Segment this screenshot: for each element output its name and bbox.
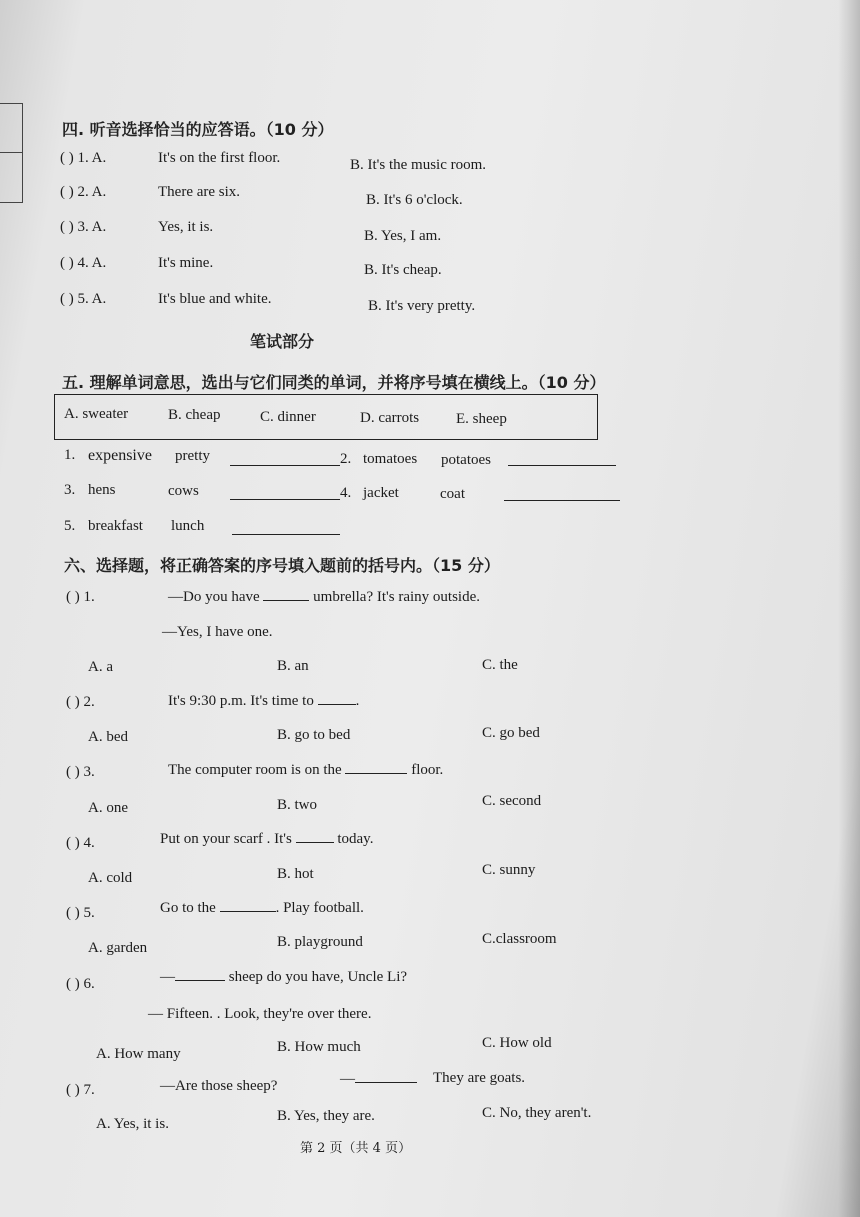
- s6-q7-pre: —Are those sheep?: [160, 1078, 278, 1094]
- choice-d: D. carrots: [360, 410, 420, 426]
- s4-q5-num: ( ) 5. A.: [60, 291, 107, 307]
- s6-q4-a: A. cold: [88, 870, 133, 886]
- s6-q7-answer-area: [340, 1071, 417, 1088]
- s5-r1-w1: expensive: [88, 447, 152, 464]
- s4-q3-b: B. Yes, I am.: [364, 228, 442, 244]
- s6-q1-line2: —Yes, I have one.: [162, 624, 273, 640]
- binding-margin-box: [0, 103, 23, 203]
- s5-blank-4[interactable]: [504, 500, 620, 501]
- s4-q1-b: B. It's the music room.: [350, 157, 487, 173]
- s6-q1-stem: [168, 589, 480, 606]
- s6-q1-blank[interactable]: [263, 599, 309, 601]
- s6-q7-mid: —: [340, 1071, 355, 1087]
- s4-q3-num: ( ) 3. A.: [60, 219, 107, 235]
- s6-q5-post: . Play football.: [275, 900, 364, 916]
- s4-q5-a: It's blue and white.: [158, 291, 272, 307]
- s6-q5-b: B. playground: [277, 934, 363, 950]
- s6-q1-pre: —Do you have: [168, 589, 260, 605]
- s6-q5-blank[interactable]: [220, 910, 276, 912]
- s6-q5-num: ( ) 5.: [66, 905, 95, 921]
- s4-q2-num: ( ) 2. A.: [60, 184, 107, 200]
- s6-q5-stem: [160, 900, 364, 917]
- s5-blank-1[interactable]: [230, 465, 340, 466]
- s6-q3-blank[interactable]: [345, 772, 407, 774]
- s6-q7-blank[interactable]: [355, 1081, 417, 1083]
- s5-r1-w3: tomatoes: [363, 451, 418, 467]
- s6-q6-b: B. How much: [277, 1039, 361, 1055]
- written-part-title: 笔试部分: [250, 332, 315, 351]
- s6-q7-num: ( ) 7.: [66, 1082, 95, 1098]
- s6-q6-stem: [160, 969, 407, 986]
- s6-q3-num: ( ) 3.: [66, 764, 95, 780]
- s5-r2-w1: hens: [88, 482, 116, 498]
- s6-q6-num: ( ) 6.: [66, 976, 95, 992]
- s6-q3-stem: [168, 762, 443, 779]
- s6-q1-a: A. a: [88, 659, 113, 675]
- s6-q7-b: B. Yes, they are.: [277, 1108, 375, 1124]
- s4-q2-a: There are six.: [158, 184, 241, 200]
- s4-q3-a: Yes, it is.: [158, 219, 214, 235]
- page-edge-shadow: [838, 0, 860, 1217]
- s5-r2-n: 3.: [64, 482, 76, 498]
- choice-e: E. sheep: [456, 411, 507, 427]
- s4-q5-b: B. It's very pretty.: [368, 298, 476, 314]
- s6-q2-blank[interactable]: [318, 703, 356, 705]
- s6-q3-c: C. second: [482, 793, 542, 809]
- choice-c: C. dinner: [260, 409, 316, 425]
- s4-q4-b: B. It's cheap.: [364, 262, 442, 278]
- word-choice-box: [54, 394, 598, 440]
- s6-q6-blank[interactable]: [175, 979, 225, 981]
- s6-q5-pre: Go to the: [160, 900, 216, 916]
- s6-q4-c: C. sunny: [482, 862, 536, 878]
- s6-q2-post: .: [355, 693, 360, 709]
- s6-q2-b: B. go to bed: [277, 727, 351, 743]
- s6-q1-b: B. an: [277, 658, 309, 674]
- s5-r3-w2: lunch: [171, 518, 205, 534]
- choice-b: B. cheap: [168, 407, 221, 423]
- s6-q3-a: A. one: [88, 800, 128, 816]
- s6-q3-b: B. two: [277, 797, 318, 813]
- section-6-title: 六、选择题，将正确答案的序号填入题前的括号内。（15 分）: [64, 556, 500, 575]
- s6-q6-c: C. How old: [482, 1035, 552, 1051]
- section-5-title: 五. 理解单词意思，选出与它们同类的单词，并将序号填在横线上。（10 分）: [62, 373, 606, 392]
- s4-q1-num: ( ) 1. A.: [60, 150, 107, 166]
- s6-q5-c: C.classroom: [482, 931, 557, 947]
- s6-q3-pre: The computer room is on the: [168, 762, 342, 778]
- s4-q1-a: It's on the first floor.: [158, 150, 281, 166]
- s6-q2-pre: It's 9:30 p.m. It's time to: [168, 693, 314, 709]
- section-4-title: 四. 听音选择恰当的应答语。（10 分）: [62, 120, 334, 139]
- s6-q1-post: umbrella? It's rainy outside.: [313, 589, 480, 605]
- s5-r1-w4: potatoes: [441, 452, 491, 468]
- s5-r2-w4: coat: [440, 486, 465, 502]
- s6-q7-a: A. Yes, it is.: [96, 1116, 169, 1132]
- choice-a: A. sweater: [64, 406, 129, 422]
- s6-q6-line2: — Fifteen. . Look, they're over there.: [148, 1006, 372, 1022]
- s6-q2-a: A. bed: [88, 729, 128, 745]
- margin-divider: [0, 152, 22, 153]
- s4-q4-num: ( ) 4. A.: [60, 255, 107, 271]
- s5-r2-w2: cows: [168, 483, 199, 499]
- s6-q4-b: B. hot: [277, 866, 314, 882]
- s6-q6-pre: —: [160, 969, 175, 985]
- s6-q6-a: A. How many: [96, 1046, 181, 1062]
- s5-r3-n: 5.: [64, 518, 76, 534]
- s6-q7-post: They are goats.: [433, 1070, 526, 1086]
- s6-q6-post: sheep do you have, Uncle Li?: [228, 969, 408, 985]
- s6-q7-c: C. No, they aren't.: [482, 1105, 592, 1121]
- s6-q3-post: floor.: [411, 762, 444, 778]
- s6-q4-stem: [160, 831, 373, 848]
- s6-q1-c: C. the: [482, 657, 518, 673]
- s5-blank-2[interactable]: [508, 465, 616, 466]
- s4-q2-b: B. It's 6 o'clock.: [366, 192, 463, 208]
- s4-q4-a: It's mine.: [158, 255, 214, 271]
- s5-r2-n2: 4.: [340, 485, 352, 501]
- page-footer: 第 2 页（共 4 页）: [300, 1141, 412, 1156]
- s6-q2-c: C. go bed: [482, 725, 540, 741]
- s6-q2-stem: [168, 693, 359, 710]
- s5-r1-n: 1.: [64, 447, 76, 463]
- s6-q4-num: ( ) 4.: [66, 835, 95, 851]
- s6-q4-blank[interactable]: [296, 841, 334, 843]
- s5-r1-w2: pretty: [175, 448, 210, 464]
- s5-blank-5[interactable]: [232, 534, 340, 535]
- s6-q4-post: today.: [337, 831, 374, 847]
- s6-q2-num: ( ) 2.: [66, 694, 95, 710]
- s6-q5-a: A. garden: [88, 940, 148, 956]
- s6-q4-pre: Put on your scarf . It's: [160, 831, 292, 847]
- s5-r2-w3: jacket: [363, 485, 399, 501]
- s5-blank-3[interactable]: [230, 499, 340, 500]
- s6-q1-num: ( ) 1.: [66, 589, 95, 605]
- s5-r3-w1: breakfast: [88, 518, 143, 534]
- s5-r1-n2: 2.: [340, 451, 352, 467]
